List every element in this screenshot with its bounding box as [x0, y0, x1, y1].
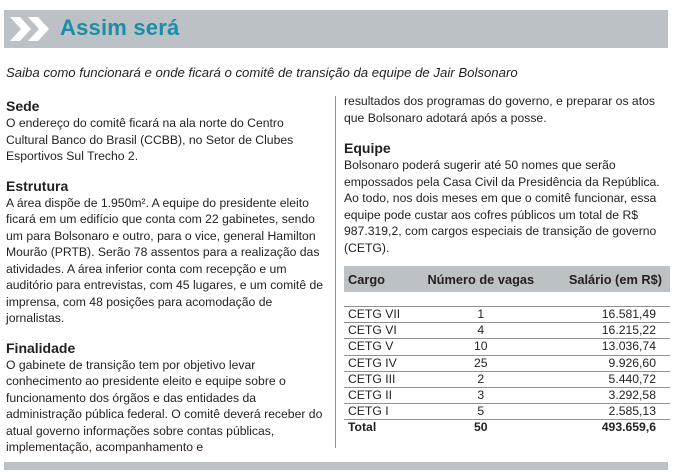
total-label: Total	[348, 420, 377, 435]
total-salario: 493.659,6	[601, 420, 656, 435]
salario-cell: 16.215,22	[548, 323, 670, 339]
table-row	[344, 307, 670, 323]
cargo-table	[344, 266, 670, 436]
section-body-estrutura: A área dispõe de 1.950m². A equipe do presidente eleito ficará em um edifício que conta com 22 gabinetes, sendo um para Bolsonaro e outro, para o vice, general Hamilton Mourão (PRTB). Serão 78 assentos para a realização das atividades. A área inferior conta com recepção e um auditório para entrevistas, com 45 lugares, e um comitê de imprensa, com 48 posições para acomodação de jornalistas.	[6, 195, 324, 325]
footer-band	[4, 462, 668, 470]
table-header-vagas: Número de vagas	[427, 271, 535, 287]
section-heading-sede: Sede	[6, 98, 40, 114]
vagas-cell: 25	[414, 355, 548, 371]
column-divider	[335, 96, 336, 448]
table-row	[344, 339, 670, 355]
section-heading-equipe: Equipe	[344, 140, 391, 156]
salario-cell: 9.926,60	[548, 355, 670, 371]
table-row	[344, 355, 670, 371]
table-header-row	[344, 266, 670, 292]
section-body-finalidade: O gabinete de transição tem por objetivo levar conhecimento ao presidente eleito e equipe sobre o funcionamento dos órgãos e das entidades da administração pública federal. O comitê deverá receber do atual governo informações sobre contas públicas, implementação, acompanhamento e	[6, 357, 323, 454]
cargo-cell: CETG IV	[344, 355, 414, 371]
cargo-cell: CETG VII	[344, 307, 414, 323]
salario-cell: 2.585,13	[548, 404, 670, 420]
section-body-finalidade-continued: resultados dos programas do governo, e preparar os atos que Bolsonaro adotará após a posse.	[344, 94, 655, 125]
cargo-cell: CETG III	[344, 371, 414, 387]
vagas-cell: 1	[414, 307, 548, 323]
salario-cell: 3.292,58	[548, 387, 670, 403]
table-row	[344, 371, 670, 387]
left-column	[6, 98, 328, 456]
cargo-cell: CETG I	[344, 404, 414, 420]
section-body-equipe: Bolsonaro poderá sugerir até 50 nomes que serão empossados pela Casa Civil da Presidência da República. Ao todo, nos dois meses em que o comitê funcionar, essa equipe pode custar aos cofres públicos um total de R$ 987.319,2, com cargos especiais de transição de governo (CETG).	[344, 158, 660, 255]
salario-cell: 13.036,74	[548, 339, 670, 355]
table-row	[344, 323, 670, 339]
section-heading-finalidade: Finalidade	[6, 339, 76, 356]
vagas-cell: 2	[414, 371, 548, 387]
table-row	[344, 387, 670, 403]
table-spacer-row	[344, 292, 670, 307]
salario-cell: 5.440,72	[548, 371, 670, 387]
right-column	[344, 93, 670, 436]
vagas-cell: 4	[414, 323, 548, 339]
table-total-row	[344, 420, 670, 436]
cargo-cell: CETG II	[344, 387, 414, 403]
vagas-cell: 5	[414, 404, 548, 420]
vagas-cell: 10	[414, 339, 548, 355]
section-body-sede: O endereço do comitê ficará na ala norte do Centro Cultural Banco do Brasil (CCBB), no Setor de Clubes Esportivos Sul Trecho 2.	[6, 116, 294, 163]
total-vagas: 50	[474, 420, 488, 435]
table-header-salario: Salário (em R$)	[568, 271, 662, 287]
table-header-cargo: Cargo	[348, 271, 385, 287]
header-band	[4, 10, 668, 48]
subtitle: Saiba como funcionará e onde ficará o comitê de transição da equipe de Jair Bolsonaro	[6, 65, 518, 80]
section-heading-estrutura: Estrutura	[6, 177, 69, 194]
table-row	[344, 404, 670, 420]
cargo-cell: CETG VI	[344, 323, 414, 339]
header-title: Assim será	[60, 15, 180, 40]
double-chevron-icon	[10, 17, 52, 46]
salario-cell: 16.581,49	[548, 307, 670, 323]
vagas-cell: 3	[414, 387, 548, 403]
cargo-cell: CETG V	[344, 339, 414, 355]
